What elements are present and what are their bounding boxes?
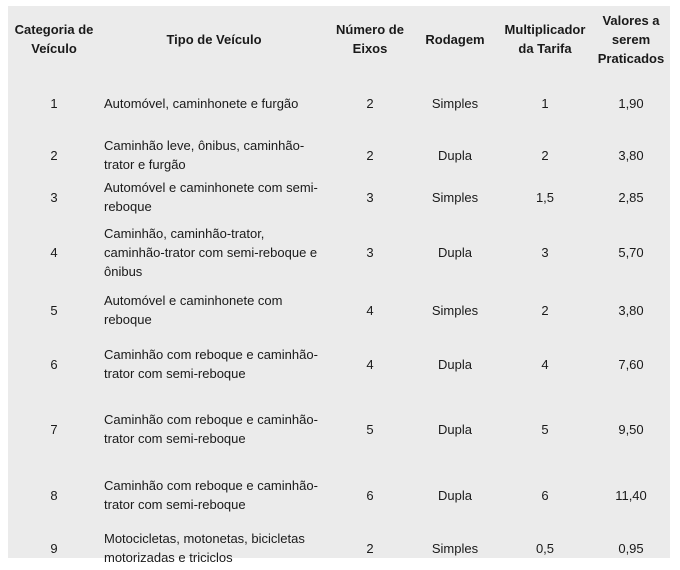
header-valor: Valores a serem Praticados [597, 12, 665, 66]
cell-eixos: 2 [366, 95, 374, 111]
table-header-row [8, 6, 670, 72]
table-row [8, 394, 670, 464]
table-row [8, 176, 670, 218]
header-multiplicador: Multiplicador da Tarifa [504, 22, 586, 56]
table-row [8, 72, 670, 134]
cell-multiplicador: 2 [541, 147, 549, 163]
cell-valor: 3,80 [618, 302, 644, 318]
cell-valor: 11,40 [615, 487, 647, 503]
cell-rodagem: Dupla [438, 487, 472, 503]
cell-rodagem: Dupla [438, 147, 472, 163]
cell-tipo: Caminhão com reboque e caminhão-trator com semi-reboque [104, 478, 318, 512]
header-rodagem: Rodagem [425, 31, 485, 47]
cell-multiplicador: 5 [541, 421, 549, 437]
cell-multiplicador: 4 [541, 356, 549, 372]
cell-categoria: 1 [50, 95, 58, 111]
tariff-table [8, 6, 670, 570]
cell-categoria: 3 [50, 189, 58, 205]
cell-eixos: 4 [366, 356, 374, 372]
cell-rodagem: Simples [431, 189, 479, 205]
cell-multiplicador: 1,5 [535, 189, 555, 205]
cell-valor: 3,80 [618, 147, 644, 163]
cell-eixos: 2 [366, 540, 374, 556]
cell-tipo: Automóvel e caminhonete com reboque [104, 293, 283, 327]
cell-eixos: 2 [366, 147, 374, 163]
header-tipo: Tipo de Veículo [166, 31, 262, 47]
cell-tipo: Caminhão com reboque e caminhão-trator com semi-reboque [104, 347, 318, 381]
cell-multiplicador: 6 [541, 487, 549, 503]
cell-multiplicador: 1 [541, 95, 549, 111]
table-row [8, 134, 670, 176]
cell-rodagem: Simples [431, 302, 479, 318]
table-row [8, 218, 670, 286]
table-row [8, 464, 670, 526]
cell-rodagem: Dupla [438, 421, 472, 437]
cell-eixos: 6 [366, 487, 374, 503]
cell-tipo: Automóvel e caminhonete com semi-reboque [104, 180, 318, 214]
cell-tipo: Caminhão leve, ônibus, caminhão-trator e furgão [104, 138, 305, 172]
cell-valor: 5,70 [618, 244, 644, 260]
cell-tipo: Automóvel, caminhonete e furgão [104, 95, 299, 111]
cell-tipo: Caminhão, caminhão-trator, caminhão-trator com semi-reboque e ônibus [104, 225, 318, 279]
header-eixos: Número de Eixos [336, 22, 404, 56]
cell-tipo: Motocicletas, motonetas, bicicletas motorizadas e triciclos [104, 531, 305, 565]
cell-valor: 1,90 [618, 95, 644, 111]
cell-rodagem: Simples [431, 540, 479, 556]
cell-multiplicador: 3 [541, 244, 549, 260]
cell-categoria: 9 [50, 540, 58, 556]
cell-rodagem: Dupla [438, 244, 472, 260]
cell-eixos: 3 [366, 244, 374, 260]
cell-categoria: 8 [50, 487, 58, 503]
tariff-table-container [8, 6, 670, 565]
cell-tipo: Caminhão com reboque e caminhão-trator com semi-reboque [104, 412, 318, 446]
header-categoria: Categoria de Veículo [14, 22, 94, 56]
cell-categoria: 7 [50, 421, 58, 437]
cell-valor: 9,50 [618, 421, 644, 437]
cell-valor: 0,95 [618, 540, 644, 556]
cell-eixos: 4 [366, 302, 374, 318]
cell-rodagem: Simples [431, 95, 479, 111]
table-row [8, 334, 670, 394]
cell-categoria: 6 [50, 356, 58, 372]
cell-categoria: 4 [50, 244, 58, 260]
cell-multiplicador: 2 [541, 302, 549, 318]
cell-valor: 2,85 [618, 189, 644, 205]
cell-eixos: 3 [366, 189, 374, 205]
table-row [8, 526, 670, 570]
cell-eixos: 5 [366, 421, 374, 437]
cell-multiplicador: 0,5 [535, 540, 555, 556]
cell-valor: 7,60 [618, 356, 644, 372]
cell-categoria: 2 [50, 147, 58, 163]
cell-rodagem: Dupla [438, 356, 472, 372]
table-row [8, 286, 670, 334]
cell-categoria: 5 [50, 302, 58, 318]
